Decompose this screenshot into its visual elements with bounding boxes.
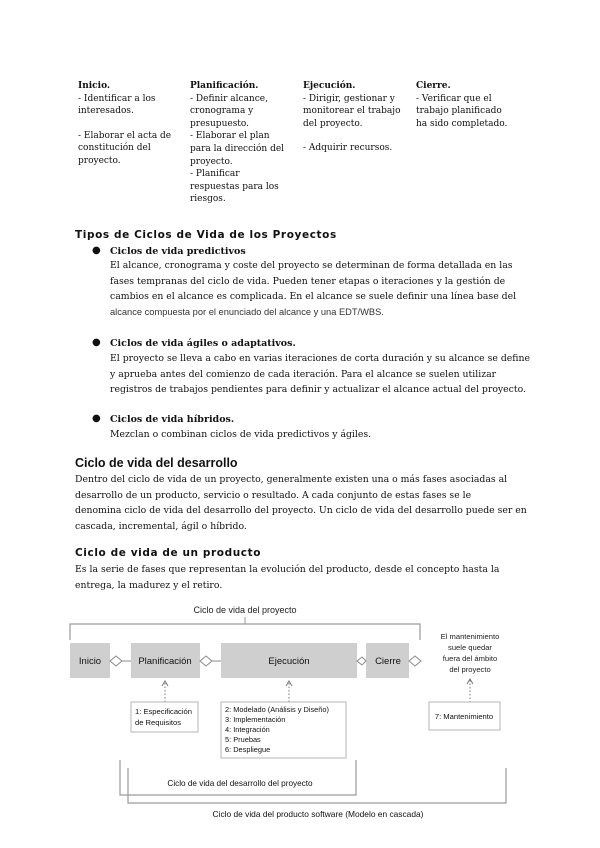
phase-line: constitución del: [78, 143, 151, 154]
phase-title: Planificación.: [190, 81, 259, 91]
body-line: alcance compuesta por el enunciado del alcance y una EDT/WBS.: [110, 306, 384, 317]
top-bracket: [70, 624, 420, 640]
phase-line: - Planificar: [190, 169, 240, 180]
phase-box-label: Planificación: [138, 656, 192, 667]
body-line: El proyecto se lleva a cabo en varias iteraciones de corta duración y su alcance se define: [110, 353, 530, 364]
phase-box-label: Inicio: [78, 656, 102, 667]
phase-line: proyecto.: [190, 156, 233, 167]
item-title-predictivos: Ciclos de vida predictivos: [110, 246, 246, 257]
phase-line: - Elaborar el plan: [190, 131, 270, 142]
product-lifecycle-label: Ciclo de vida del producto software (Modelo en cascada): [212, 809, 424, 819]
body-line: El alcance, cronograma y coste del proyecto se determinan de forma detallada en las: [110, 260, 513, 271]
requirements-line: de Requisitos: [135, 718, 182, 727]
note-line: El mantenimiento: [440, 632, 500, 641]
note-line: del proyecto: [449, 665, 491, 674]
body-line: registros de trabajos pendientes para definir y actualizar el alcance actual del proyecto.: [110, 384, 527, 395]
body-line: desarrollo de un producto, servicio o resultado. A cada conjunto de estas fases se le: [75, 489, 472, 501]
phase-line: - Verificar que el: [416, 93, 492, 104]
top-label: Ciclo de vida del proyecto: [193, 605, 297, 615]
phase-line: - Adquirir recursos.: [303, 143, 393, 154]
item-title-agiles: Ciclos de vida ágiles o adaptativos.: [110, 338, 296, 349]
dev-lifecycle-label: Ciclo de vida del desarrollo del proyecto: [167, 779, 313, 788]
bullet-icon: ●: [92, 337, 101, 348]
requirements-line: 1: Especificación: [135, 707, 192, 716]
types-heading: Tipos de Ciclos de Vida de los Proyectos: [75, 229, 337, 241]
dev-step: 4: Integración: [225, 725, 270, 734]
phase-line: - Dirigir, gestionar y: [303, 93, 395, 104]
dev-heading: Ciclo de vida del desarrollo: [75, 456, 238, 470]
diamond-connector: [409, 656, 421, 666]
phase-line: trabajo planificado: [416, 106, 502, 117]
phase-line: para la dirección del: [190, 143, 285, 154]
phase-box-label: Cierre: [375, 656, 401, 667]
product-heading: Ciclo de vida de un producto: [75, 547, 262, 559]
maintenance-label: 7: Mantenimiento: [434, 712, 494, 721]
bullet-icon: ●: [92, 245, 101, 256]
phase-line: monitorear el trabajo: [303, 106, 401, 117]
diamond-connector: [357, 657, 366, 665]
phase-title: Ejecución.: [303, 81, 356, 91]
phase-line: - Identificar a los: [78, 93, 156, 104]
body-line: fases tempranas del ciclo de vida. Pueden tener etapas o iteraciones y la gestión de: [110, 275, 506, 287]
phase-box-label: Ejecución: [268, 656, 310, 667]
phase-line: del proyecto.: [303, 118, 363, 129]
dev-step: 5: Pruebas: [225, 735, 261, 744]
phase-line: presupuesto.: [190, 118, 250, 129]
note-line: suele quedar: [448, 643, 492, 652]
body-line: Es la serie de fases que representan la evolución del producto, desde el concepto hasta la: [75, 564, 500, 575]
phase-line: respuestas para los: [190, 181, 279, 192]
body-line: Mezclan o combinan ciclos de vida predictivos y ágiles.: [110, 429, 372, 440]
body-line: denomina ciclo de vida del desarrollo del proyecto. Un ciclo de vida del desarrollo puede ser en: [75, 505, 527, 516]
phase-line: ha sido completado.: [416, 118, 508, 129]
diamond-connector: [110, 656, 122, 666]
body-line: cascada, incremental, ágil o híbrido.: [75, 520, 247, 532]
body-line: y aprueba antes del comienzo de cada iteración. Para el alcance se suelen utilizar: [110, 368, 497, 380]
phase-line: riesgos.: [190, 194, 226, 205]
phase-title: Inicio.: [78, 81, 111, 91]
phase-line: interesados.: [78, 106, 134, 117]
body-line: cambios en el alcance es complicada. En el alcance se suele definir una línea base del: [110, 291, 517, 302]
phase-line: - Definir alcance,: [190, 93, 268, 104]
diamond-connector: [200, 656, 212, 666]
body-line: Dentro del ciclo de vida de un proyecto, generalmente existen una o más fases asociadas al: [75, 474, 508, 485]
dev-step: 3: Implementación: [225, 715, 286, 724]
item-title-hibridos: Ciclos de vida híbridos.: [110, 414, 235, 425]
dev-step: 6: Despliegue: [225, 745, 271, 754]
dev-step: 2: Modelado (Análisis y Diseño): [225, 705, 329, 714]
body-line: entrega, la madurez y el retiro.: [75, 579, 223, 591]
phase-line: proyecto.: [78, 155, 121, 166]
phase-line: cronograma y: [190, 106, 254, 117]
bullet-icon: ●: [92, 413, 101, 424]
note-line: fuera del ámbito: [442, 654, 498, 663]
phase-title: Cierre.: [416, 81, 451, 91]
phase-line: - Elaborar el acta de: [78, 130, 172, 141]
